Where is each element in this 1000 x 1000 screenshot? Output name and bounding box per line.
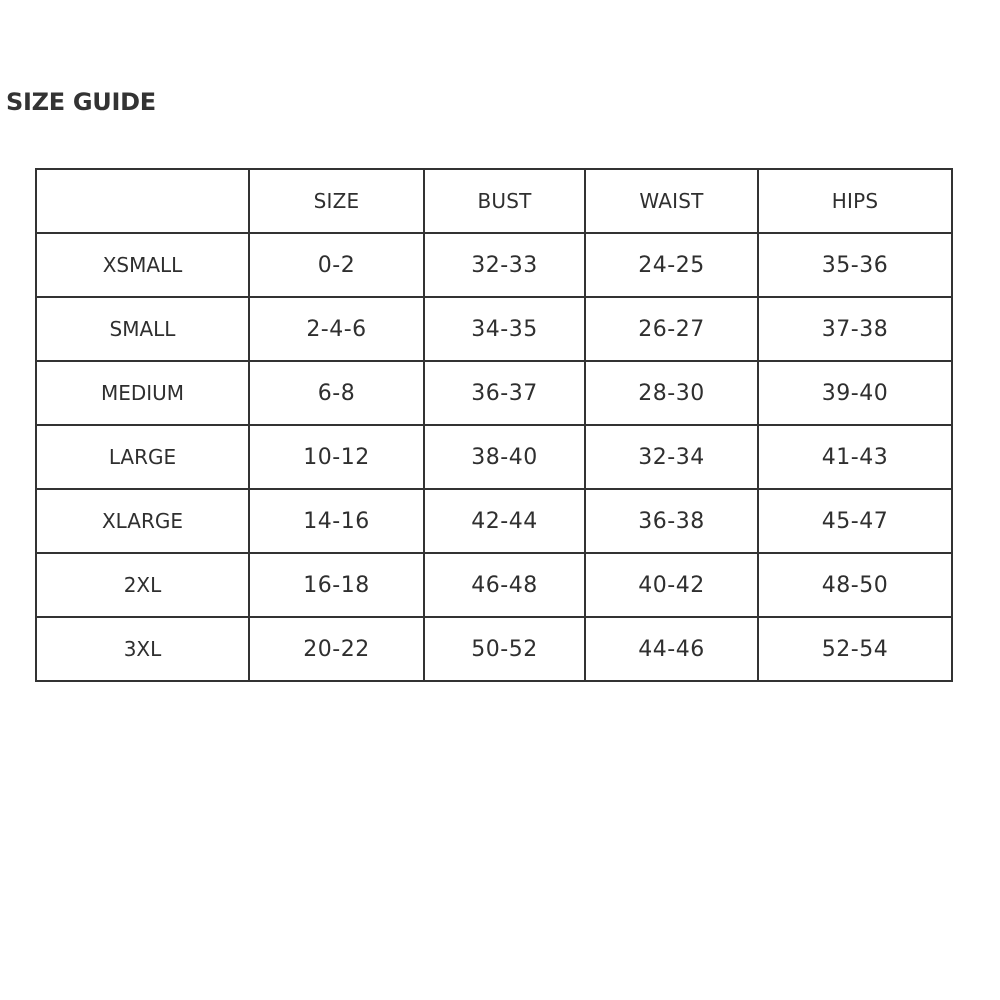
table-row — [36, 233, 952, 297]
hips-cell: 37-38 — [758, 297, 952, 361]
waist-cell: 44-46 — [585, 617, 758, 681]
bust-cell: 46-48 — [424, 553, 585, 617]
row-label: LARGE — [36, 425, 249, 489]
waist-cell: 26-27 — [585, 297, 758, 361]
table-row — [36, 297, 952, 361]
row-label: 3XL — [36, 617, 249, 681]
size-cell: 2-4-6 — [249, 297, 424, 361]
size-cell: 10-12 — [249, 425, 424, 489]
size-cell: 6-8 — [249, 361, 424, 425]
header-cell-size: SIZE — [249, 169, 424, 233]
header-cell-waist: WAIST — [585, 169, 758, 233]
row-label: 2XL — [36, 553, 249, 617]
size-cell: 14-16 — [249, 489, 424, 553]
size-cell: 0-2 — [249, 233, 424, 297]
row-label: SMALL — [36, 297, 249, 361]
waist-cell: 28-30 — [585, 361, 758, 425]
waist-cell: 32-34 — [585, 425, 758, 489]
size-cell: 20-22 — [249, 617, 424, 681]
row-label: XLARGE — [36, 489, 249, 553]
hips-cell: 45-47 — [758, 489, 952, 553]
waist-cell: 40-42 — [585, 553, 758, 617]
bust-cell: 38-40 — [424, 425, 585, 489]
table-header-row — [36, 169, 952, 233]
header-cell-empty — [36, 169, 249, 233]
bust-cell: 34-35 — [424, 297, 585, 361]
size-cell: 16-18 — [249, 553, 424, 617]
header-cell-bust: BUST — [424, 169, 585, 233]
table-row — [36, 425, 952, 489]
hips-cell: 52-54 — [758, 617, 952, 681]
table-row — [36, 489, 952, 553]
hips-cell: 39-40 — [758, 361, 952, 425]
table-row — [36, 553, 952, 617]
bust-cell: 50-52 — [424, 617, 585, 681]
hips-cell: 35-36 — [758, 233, 952, 297]
row-label: XSMALL — [36, 233, 249, 297]
waist-cell: 24-25 — [585, 233, 758, 297]
bust-cell: 42-44 — [424, 489, 585, 553]
bust-cell: 36-37 — [424, 361, 585, 425]
size-guide-table — [35, 168, 953, 682]
row-label: MEDIUM — [36, 361, 249, 425]
bust-cell: 32-33 — [424, 233, 585, 297]
header-cell-hips: HIPS — [758, 169, 952, 233]
waist-cell: 36-38 — [585, 489, 758, 553]
hips-cell: 41-43 — [758, 425, 952, 489]
table-row — [36, 361, 952, 425]
hips-cell: 48-50 — [758, 553, 952, 617]
table-row — [36, 617, 952, 681]
page-title: SIZE GUIDE — [6, 88, 156, 116]
